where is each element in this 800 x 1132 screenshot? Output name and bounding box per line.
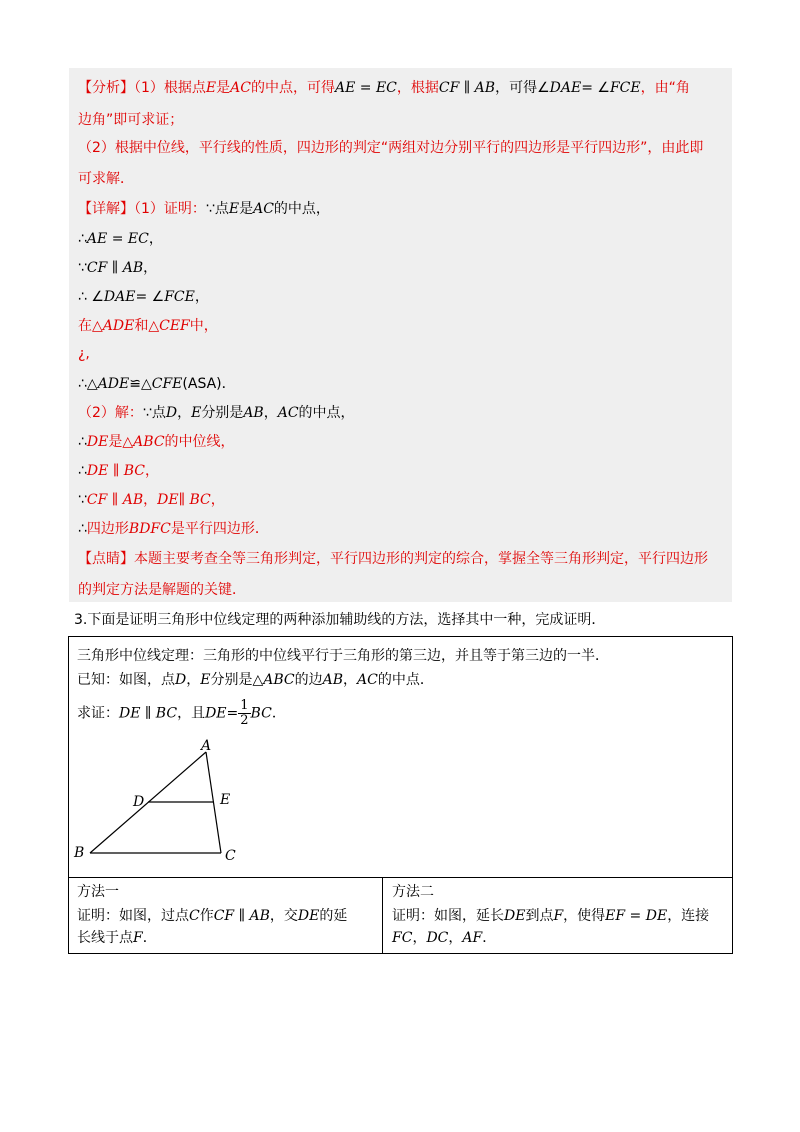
part2-step-4: ∴四边形BDFC是平行四边形． [78, 521, 269, 537]
table-divider [69, 877, 732, 878]
detail-step-1: ∴AE = EC， [78, 231, 163, 247]
method-1-title: 方法一 [77, 884, 119, 900]
analysis-line-2: 边角”即可求证； [78, 112, 184, 128]
part2-line: （2）解：∵点D，E分别是AB，AC的中点， [78, 405, 355, 421]
part2-step-1: ∴DE是△ABC的中位线， [78, 434, 235, 450]
detail-step-6: ∴△ADE≌△CFE(ASA)． [78, 376, 236, 392]
method-1-text: 证明：如图，过点C作CF ∥ AB，交DE的延 长线于点F． [77, 908, 348, 946]
theorem-text: 三角形中位线定理：三角形的中位线平行于三角形的第三边，并且等于第三边的一半． [77, 648, 609, 664]
question-3-table [68, 636, 733, 954]
question-3-stem: 3.下面是证明三角形中位线定理的两种添加辅助线的方法，选择其中一种，完成证明． [74, 612, 606, 628]
table-column-divider [382, 877, 383, 953]
comment-line-1: 【点睛】本题主要考查全等三角形判定，平行四边形的判定的综合，掌握全等三角形判定，平行四边形 [78, 551, 708, 567]
label-a: A [201, 738, 212, 754]
prove-text: 求证：DE ∥ BC，且DE= $\frac{1}{2}$ BC． [77, 698, 286, 728]
detail-line-1: 【详解】（1）证明：∵点E是AC的中点， [78, 201, 330, 217]
known-text: 已知：如图，点D，E分别是△ABC的边AB，AC的中点． [77, 672, 434, 688]
detail-step-2: ∵CF ∥ AB， [78, 260, 158, 276]
detail-step-5: ¿, [78, 346, 90, 362]
method-2-text: 证明：如图，延长DE到点F，使得EF = DE，连接 FC，DC，AF． [392, 908, 710, 946]
part2-step-3: ∵CF ∥ AB，DE∥ BC， [78, 492, 225, 508]
label-d: D [133, 794, 145, 810]
label-b: B [74, 845, 85, 861]
analysis-line-1: 【分析】（1）根据点E是AC的中点，可得AE = EC，根据CF ∥ AB，可得∠DAE= ∠FCE，由“角 [78, 80, 690, 96]
detail-step-3: ∴ ∠DAE= ∠FCE， [78, 289, 209, 305]
detail-step-4: 在△ADE和△CEF中， [78, 318, 218, 334]
analysis-line-4: 可求解． [78, 171, 134, 187]
method-2-title: 方法二 [392, 884, 434, 900]
label-e: E [220, 792, 231, 808]
part2-step-2: ∴DE ∥ BC， [78, 463, 159, 479]
triangle-figure [69, 735, 269, 870]
label-c: C [225, 848, 236, 864]
one-half-fraction: $\frac{1}{2}$ [240, 698, 249, 728]
comment-line-2: 的判定方法是解题的关键． [78, 582, 246, 598]
analysis-line-3: （2）根据中位线，平行线的性质，四边形的判定“两组对边分别平行的四边形是平行四边形”，由此即 [78, 140, 704, 156]
